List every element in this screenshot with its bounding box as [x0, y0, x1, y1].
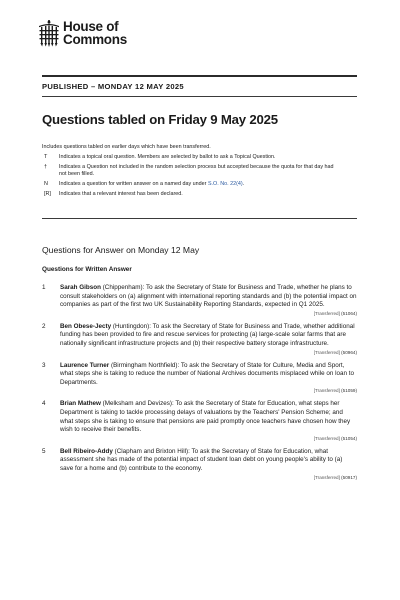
standing-order-link[interactable]: S.O. No. 22(4) — [207, 181, 243, 188]
question-footer — [60, 349, 357, 356]
legend-symbol: [R] — [44, 191, 51, 198]
legend-text: Indicates a question for written answer on a named day under — [59, 181, 208, 188]
question-ref: (50917) — [341, 474, 357, 480]
member-name: Ben Obese-Jecty — [60, 322, 112, 330]
question-text: To ask the Secretary of State for Business and Trade, whether additional funding has been provided to fire and rescue services for protecting (a) large-scale solar farms that are nationally significant infrastructure projects and (b) their respective battery storage infrastructure. — [60, 322, 355, 347]
question-body — [60, 323, 357, 356]
question-text: To ask the Secretary of State for Culture, Media and Sport, what steps she is taking to reduce the number of National Archives documents misplaced while on loan to Departments. — [60, 361, 355, 386]
question-ref: (51064) — [341, 310, 357, 316]
legend-row — [42, 191, 357, 198]
legend-text-wrap — [59, 181, 339, 188]
question-item — [42, 448, 357, 481]
top-divider — [42, 75, 357, 77]
question-text: To ask the Secretary of State for Business and Trade, whether he plans to consult stakeholders on (a) alignment with international reporting standards and (b) the potential impact on companies as part of the first two UK Sustainability Reporting Standards, expected in Q1 2025. — [60, 284, 357, 309]
legend-divider — [42, 218, 357, 219]
published-date: PUBLISHED – MONDAY 12 MAY 2025 — [42, 82, 184, 91]
question-item — [42, 284, 357, 317]
question-number: 3 — [42, 361, 46, 369]
legend-symbol: T — [44, 154, 48, 160]
constituency: (Clapham and Brixton Hill): — [112, 447, 190, 455]
question-number: 4 — [42, 400, 46, 408]
legend-text: Indicates that a relevant interest has been declared. — [59, 191, 183, 198]
section-heading: Questions for Answer on Monday 12 May — [42, 245, 200, 255]
question-body — [60, 362, 357, 395]
legend-text: Indicates a topical oral question. Members are selected by ballot to ask a Topical Question. — [59, 154, 276, 160]
questions-list — [42, 284, 357, 481]
logo-line-2: Commons — [63, 32, 127, 47]
legend-text: Indicates a Question not included in the random selection process but accepted because the quota for that day had not been filled. — [59, 164, 334, 178]
constituency: (Melksham and Devizes): — [100, 400, 174, 408]
intro-note: Includes questions tabled on earlier days which have been transferred. — [42, 144, 211, 150]
question-item — [42, 400, 357, 441]
status-tag: [Transferred] — [313, 474, 340, 480]
logo-line-1: House of — [63, 19, 119, 34]
portcullis-icon — [38, 20, 60, 47]
member-name: Sarah Gibson — [60, 284, 101, 291]
status-tag: [Transferred] — [313, 435, 340, 441]
question-footer — [60, 387, 357, 394]
question-number: 5 — [42, 447, 46, 455]
status-tag: [Transferred] — [313, 388, 340, 394]
logo-wordmark — [63, 20, 127, 46]
member-name: Laurence Turner — [60, 361, 110, 369]
question-body — [60, 448, 357, 481]
question-footer — [60, 474, 357, 481]
constituency: (Birmingham Northfield): — [109, 361, 180, 369]
question-footer — [60, 310, 357, 317]
member-name: Brian Mathew — [60, 400, 101, 408]
legend-text-end: . — [242, 181, 245, 188]
legend-row — [42, 181, 357, 188]
status-tag: [Transferred] — [313, 310, 340, 316]
constituency: (Huntingdon): — [111, 322, 152, 330]
legend-row — [42, 154, 357, 161]
question-text: To ask the Secretary of State for Education, what assessment she has made of the potential impact of student loan debt on young people's ability to (a) save for a home and (b) contribute to the economy. — [60, 447, 343, 472]
constituency: (Chippenham): — [100, 284, 145, 291]
legend-row — [42, 164, 357, 178]
house-of-commons-logo — [38, 20, 127, 47]
question-number: 2 — [42, 322, 46, 330]
sub-heading: Questions for Written Answer — [42, 266, 132, 273]
legend-symbol: N — [44, 181, 48, 188]
published-divider — [42, 96, 357, 97]
question-ref: (51059) — [341, 388, 357, 394]
question-number: 1 — [42, 284, 46, 291]
question-body — [60, 400, 357, 441]
question-body — [60, 284, 357, 317]
page-title: Questions tabled on Friday 9 May 2025 — [42, 112, 278, 127]
status-tag: [Transferred] — [313, 349, 340, 355]
question-ref: (50964) — [341, 349, 357, 355]
member-name: Bell Ribeiro-Addy — [60, 447, 113, 455]
legend-symbol: † — [44, 164, 47, 171]
question-text: To ask the Secretary of State for Education, what steps her Department is taking to tackle processing delays of valuations by the Teachers' Pension Scheme; and what steps she is taking to ensure that pensions are paid promptly once teachers have chosen how they wish to receive their benefits. — [60, 400, 351, 434]
question-footer — [60, 435, 357, 442]
question-ref: (51054) — [341, 435, 357, 441]
question-item — [42, 323, 357, 356]
symbol-legend — [42, 154, 357, 201]
question-item — [42, 362, 357, 395]
